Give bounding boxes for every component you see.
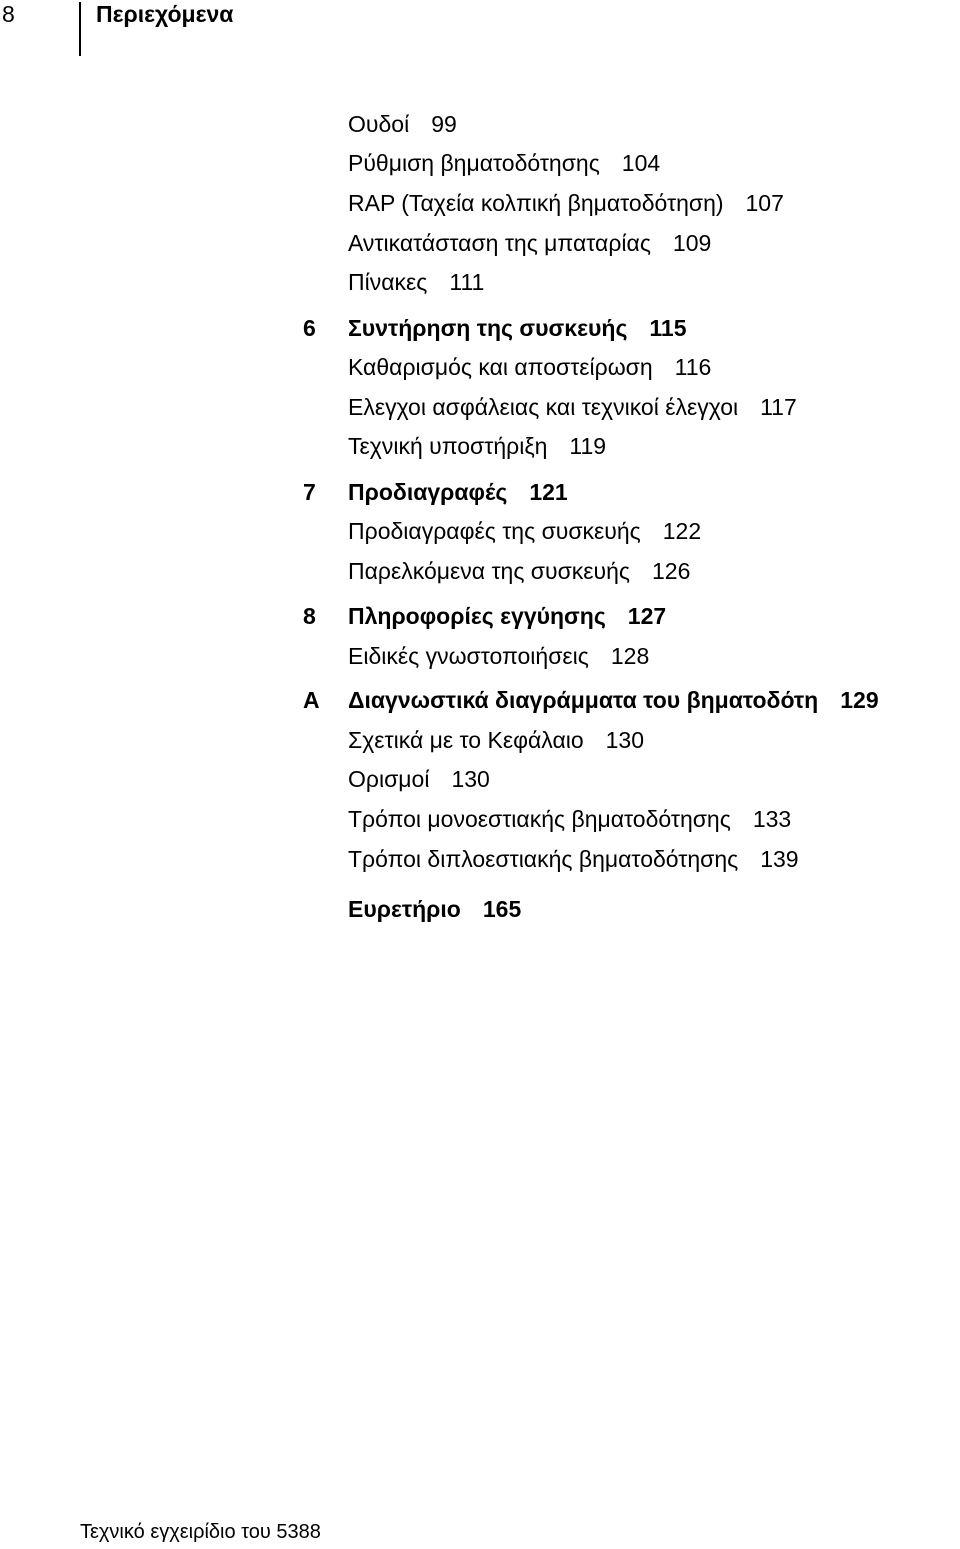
toc-entry[interactable] bbox=[348, 353, 711, 381]
toc-entry-title: Αντικατάσταση της μπαταρίας bbox=[348, 230, 651, 256]
toc-entry-title: Πίνακες bbox=[348, 269, 428, 295]
toc-entry-title: Ειδικές γνωστοποιήσεις bbox=[348, 643, 589, 669]
page-title: Περιεχόμενα bbox=[96, 1, 234, 27]
toc-entry[interactable] bbox=[348, 229, 711, 257]
toc-entry-title: Ρύθμιση βηματοδότησης bbox=[348, 150, 600, 176]
toc-entry-page: 116 bbox=[674, 354, 712, 380]
toc-chapter[interactable] bbox=[303, 602, 666, 630]
toc-entry-title: Ουδοί bbox=[348, 111, 410, 137]
chapter-title: Διαγνωστικά διαγράμματα του βηματοδότη bbox=[348, 687, 819, 713]
toc-entry-page: 111 bbox=[449, 269, 485, 295]
toc-entry-title: Παρελκόμενα της συσκευής bbox=[348, 558, 630, 584]
toc-entry-page: 104 bbox=[621, 150, 661, 176]
chapter-page: 121 bbox=[529, 479, 568, 505]
toc-entry-page: 130 bbox=[605, 727, 645, 753]
toc-entry[interactable] bbox=[348, 517, 701, 545]
chapter-page: 129 bbox=[840, 687, 879, 713]
chapter-number: 7 bbox=[303, 479, 316, 505]
toc-entry-title: Τεχνική υποστήριξη bbox=[348, 433, 548, 459]
toc-entry-title: Σχετικά με το Κεφάλαιο bbox=[348, 727, 584, 753]
toc-entry-title: Καθαρισμός και αποστείρωση bbox=[348, 354, 653, 380]
toc-entry-page: 130 bbox=[451, 766, 490, 792]
toc-entry-title: RAP (Ταχεία κολπική βηματοδότηση) bbox=[348, 190, 724, 216]
toc-chapter[interactable] bbox=[303, 478, 568, 506]
toc-entry-title: Ορισμοί bbox=[348, 766, 430, 792]
page-number: 8 bbox=[2, 1, 15, 27]
toc-entry-page: 122 bbox=[662, 518, 702, 544]
chapter-title: Προδιαγραφές bbox=[348, 479, 508, 505]
toc-entry[interactable] bbox=[348, 845, 799, 873]
toc-entry-page: 133 bbox=[752, 806, 792, 832]
toc-chapter[interactable] bbox=[303, 314, 687, 342]
toc-chapter[interactable] bbox=[303, 686, 879, 714]
chapter-title: Πληροφορίες εγγύησης bbox=[348, 603, 606, 629]
toc-entry[interactable] bbox=[348, 149, 660, 177]
chapter-number: 6 bbox=[303, 315, 316, 341]
toc-entry[interactable] bbox=[348, 726, 644, 754]
toc-entry[interactable] bbox=[348, 765, 490, 793]
toc-entry-title: Ελεγχοι ασφάλειας και τεχνικοί έλεγχοι bbox=[348, 394, 739, 420]
index-page: 165 bbox=[482, 896, 522, 922]
toc-entry-title: Προδιαγραφές της συσκευής bbox=[348, 518, 641, 544]
toc-entry-page: 139 bbox=[760, 846, 799, 872]
toc-entry-page: 126 bbox=[651, 558, 691, 584]
toc-entry-page: 99 bbox=[431, 111, 457, 137]
toc-entry-title: Τρόποι μονοεστιακής βηματοδότησης bbox=[348, 806, 731, 832]
chapter-number: 8 bbox=[303, 603, 316, 629]
footer-text: Τεχνικό εγχειρίδιο του 5388 bbox=[80, 1521, 321, 1543]
toc-entry[interactable] bbox=[348, 557, 690, 585]
toc-entry-page: 107 bbox=[745, 190, 784, 216]
toc-index[interactable] bbox=[348, 895, 521, 923]
toc-entry-page: 128 bbox=[610, 643, 650, 669]
toc-entry[interactable] bbox=[348, 268, 484, 296]
chapter-page: 115 bbox=[649, 315, 687, 341]
toc-entry[interactable] bbox=[348, 110, 457, 138]
chapter-number: A bbox=[303, 687, 320, 713]
toc-entry-page: 109 bbox=[672, 230, 712, 256]
index-title: Ευρετήριο bbox=[348, 896, 461, 922]
chapter-page: 127 bbox=[627, 603, 667, 629]
toc-entry-page: 117 bbox=[760, 394, 797, 420]
toc-entry[interactable] bbox=[348, 432, 606, 460]
chapter-title: Συντήρηση της συσκευής bbox=[348, 315, 628, 341]
toc-entry[interactable] bbox=[348, 393, 797, 421]
toc-entry-title: Τρόποι διπλοεστιακής βηματοδότησης bbox=[348, 846, 739, 872]
header-divider bbox=[79, 2, 81, 56]
toc-entry[interactable] bbox=[348, 805, 791, 833]
toc-entry-page: 119 bbox=[569, 433, 607, 459]
toc-entry[interactable] bbox=[348, 189, 784, 217]
toc-entry[interactable] bbox=[348, 642, 649, 670]
